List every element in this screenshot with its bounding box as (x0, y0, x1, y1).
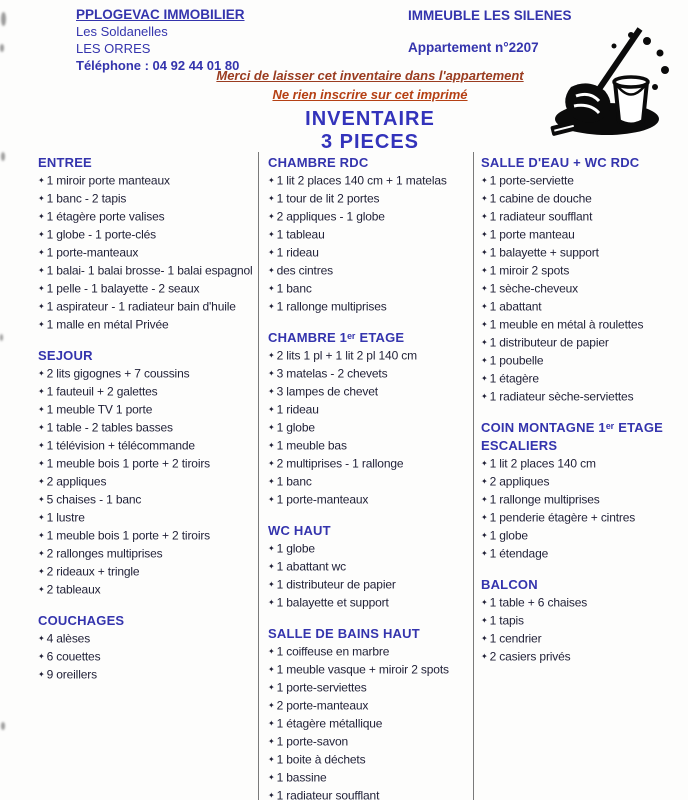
inventory-item: ✦ 1 rideau (268, 244, 473, 262)
inventory-item: ✦ 1 miroir porte manteaux (38, 172, 258, 190)
inventory-item: ✦ 2 tableaux (38, 581, 258, 599)
inventory-item: ✦ 1 radiateur soufflant (268, 787, 473, 800)
inventory-item: ✦ 1 globe (268, 419, 473, 437)
inventory-item: ✦ 1 meuble bois 1 porte + 2 tiroirs (38, 527, 258, 545)
section-title: SALLE D'EAU + WC RDC (481, 155, 640, 170)
inventory-section (268, 520, 473, 612)
inventory-item: ✦ 2 appliques - 1 globe (268, 208, 473, 226)
inventory-item: ✦ 2 rideaux + tringle (38, 563, 258, 581)
inventory-item: ✦ 1 rideau (268, 401, 473, 419)
inventory-item: ✦ 1 balai- 1 balai brosse- 1 balai espagnol (38, 262, 258, 280)
inventory-item: ✦ 1 bassine (268, 769, 473, 787)
inventory-item: ✦ 5 chaises - 1 banc (38, 491, 258, 509)
inventory-item: ✦ 1 porte-serviettes (268, 679, 473, 697)
inventory-item: ✦ 1 table + 6 chaises (481, 594, 686, 612)
inventory-item: ✦ 1 porte manteau (481, 226, 686, 244)
inventory-item: ✦ 3 matelas - 2 chevets (268, 365, 473, 383)
inventory-item: ✦ 1 balayette + support (481, 244, 686, 262)
inventory-item: ✦ 1 meuble bois 1 porte + 2 tiroirs (38, 455, 258, 473)
inventory-item: ✦ 1 radiateur soufflant (481, 208, 686, 226)
inventory-item: ✦ 4 alèses (38, 630, 258, 648)
inventory-section (268, 623, 473, 800)
document-title-block (60, 67, 680, 154)
inventory-column-1 (0, 152, 258, 800)
section-title: ENTREE (38, 155, 92, 170)
inventory-item: ✦ 1 porte-manteaux (268, 491, 473, 509)
agency-name: PPLOGEVAC IMMOBILIER (76, 7, 245, 22)
section-title: COUCHAGES (38, 613, 125, 628)
scan-artifact (0, 44, 4, 52)
inventory-item: ✦ 1 fauteuil + 2 galettes (38, 383, 258, 401)
inventory-item: ✦ 1 table - 2 tables basses (38, 419, 258, 437)
inventory-item: ✦ 1 lit 2 places 140 cm (481, 455, 686, 473)
inventory-item: ✦ 1 télévision + télécommande (38, 437, 258, 455)
inventory-item: ✦ 1 boite à déchets (268, 751, 473, 769)
inventory-item: ✦ 1 meuble en métal à roulettes (481, 316, 686, 334)
inventory-item: ✦ 1 rallonge multiprises (268, 298, 473, 316)
inventory-item: ✦ 2 casiers privés (481, 648, 686, 666)
inventory-item: ✦ 1 malle en métal Privée (38, 316, 258, 334)
inventory-item: ✦ 1 tapis (481, 612, 686, 630)
scan-artifact (1, 12, 6, 26)
inventory-item: ✦ 1 meuble bas (268, 437, 473, 455)
agency-phone: Téléphone : 04 92 44 01 80 (76, 58, 240, 73)
agency-city: LES ORRES (76, 41, 151, 56)
inventory-section (38, 610, 258, 684)
section-title: COIN MONTAGNE 1ᵉʳ ETAGE ESCALIERS (481, 420, 664, 453)
inventory-item: ✦ 1 étendage (481, 545, 686, 563)
inventory-section (481, 417, 686, 563)
inventory-item: ✦ 2 porte-manteaux (268, 697, 473, 715)
inventory-item: ✦ 2 lits gigognes + 7 coussins (38, 365, 258, 383)
section-title: WC HAUT (268, 523, 331, 538)
inventory-column-3 (473, 152, 688, 800)
inventory-item: ✦ 1 abattant wc (268, 558, 473, 576)
inventory-section (268, 152, 473, 316)
inventory-section (38, 345, 258, 599)
inventory-item: ✦ 1 balayette et support (268, 594, 473, 612)
inventory-item: ✦ 1 radiateur sèche-serviettes (481, 388, 686, 406)
inventory-item: ✦ 1 tableau (268, 226, 473, 244)
inventory-item: ✦ 1 porte-manteaux (38, 244, 258, 262)
inventory-column-2 (258, 152, 473, 800)
inventory-item: ✦ 1 cabine de douche (481, 190, 686, 208)
inventory-item: ✦ 2 appliques (38, 473, 258, 491)
inventory-columns (0, 152, 688, 800)
inventory-item: ✦ 1 miroir 2 spots (481, 262, 686, 280)
inventory-section (481, 574, 686, 666)
inventory-item: ✦ 1 porte-serviette (481, 172, 686, 190)
inventory-item: ✦ 1 globe (481, 527, 686, 545)
inventory-item: ✦ 1 sèche-cheveux (481, 280, 686, 298)
inventory-item: ✦ 1 porte-savon (268, 733, 473, 751)
inventory-item: ✦ 1 abattant (481, 298, 686, 316)
inventory-section (38, 152, 258, 334)
section-title: CHAMBRE 1ᵉʳ ETAGE (268, 330, 405, 345)
inventory-item: ✦ 2 multiprises - 1 rallonge (268, 455, 473, 473)
building-name: IMMEUBLE LES SILENES (408, 8, 572, 23)
inventory-item: ✦ 1 étagère (481, 370, 686, 388)
inventory-item: ✦ 1 meuble TV 1 porte (38, 401, 258, 419)
agency-residence: Les Soldanelles (76, 24, 168, 39)
inventory-item: ✦ 1 penderie étagère + cintres (481, 509, 686, 527)
section-title: SALLE DE BAINS HAUT (268, 626, 420, 641)
apartment-number: Appartement n°2207 (408, 40, 539, 55)
inventory-item: ✦ 9 oreillers (38, 666, 258, 684)
inventory-item: ✦ 1 lit 2 places 140 cm + 1 matelas (268, 172, 473, 190)
inventory-item: ✦ 1 poubelle (481, 352, 686, 370)
inventory-item: ✦ 2 lits 1 pl + 1 lit 2 pl 140 cm (268, 347, 473, 365)
inventory-item: ✦ 3 lampes de chevet (268, 383, 473, 401)
inventory-item: ✦ 1 étagère porte valises (38, 208, 258, 226)
inventory-item: ✦ 2 appliques (481, 473, 686, 491)
inventory-section (268, 327, 473, 509)
inventory-section (481, 152, 686, 406)
inventory-item: ✦ 1 meuble vasque + miroir 2 spots (268, 661, 473, 679)
inventory-item: ✦ 6 couettes (38, 648, 258, 666)
inventory-item: ✦ 1 banc (268, 280, 473, 298)
section-title: SEJOUR (38, 348, 93, 363)
inventory-item: ✦ 2 rallonges multiprises (38, 545, 258, 563)
inventory-item: ✦ 1 cendrier (481, 630, 686, 648)
inventory-item: ✦ 1 coiffeuse en marbre (268, 643, 473, 661)
inventory-item: ✦ 1 étagère métallique (268, 715, 473, 733)
agency-header (76, 6, 245, 75)
inventory-item: ✦ 1 distributeur de papier (268, 576, 473, 594)
inventory-item: ✦ 1 distributeur de papier (481, 334, 686, 352)
notice-keep-inventory: Merci de laisser cet inventaire dans l'appartement (216, 68, 524, 83)
inventory-item: ✦ 1 aspirateur - 1 radiateur bain d'huile (38, 298, 258, 316)
section-title: CHAMBRE RDC (268, 155, 369, 170)
inventory-item: ✦ 1 banc (268, 473, 473, 491)
inventory-item: ✦ 1 lustre (38, 509, 258, 527)
inventory-item: ✦ 1 globe - 1 porte-clés (38, 226, 258, 244)
inventory-item: ✦ 1 pelle - 1 balayette - 2 seaux (38, 280, 258, 298)
inventory-item: ✦ 1 banc - 2 tapis (38, 190, 258, 208)
inventory-item: ✦ 1 tour de lit 2 portes (268, 190, 473, 208)
inventory-item: ✦ 1 rallonge multiprises (481, 491, 686, 509)
section-title: BALCON (481, 577, 538, 592)
notice-do-not-write: Ne rien inscrire sur cet imprimé (272, 86, 468, 102)
inventory-item: ✦ des cintres (268, 262, 473, 280)
page-title: INVENTAIRE (305, 108, 435, 130)
page-subtitle: 3 PIECES (320, 131, 420, 153)
inventory-item: ✦ 1 globe (268, 540, 473, 558)
